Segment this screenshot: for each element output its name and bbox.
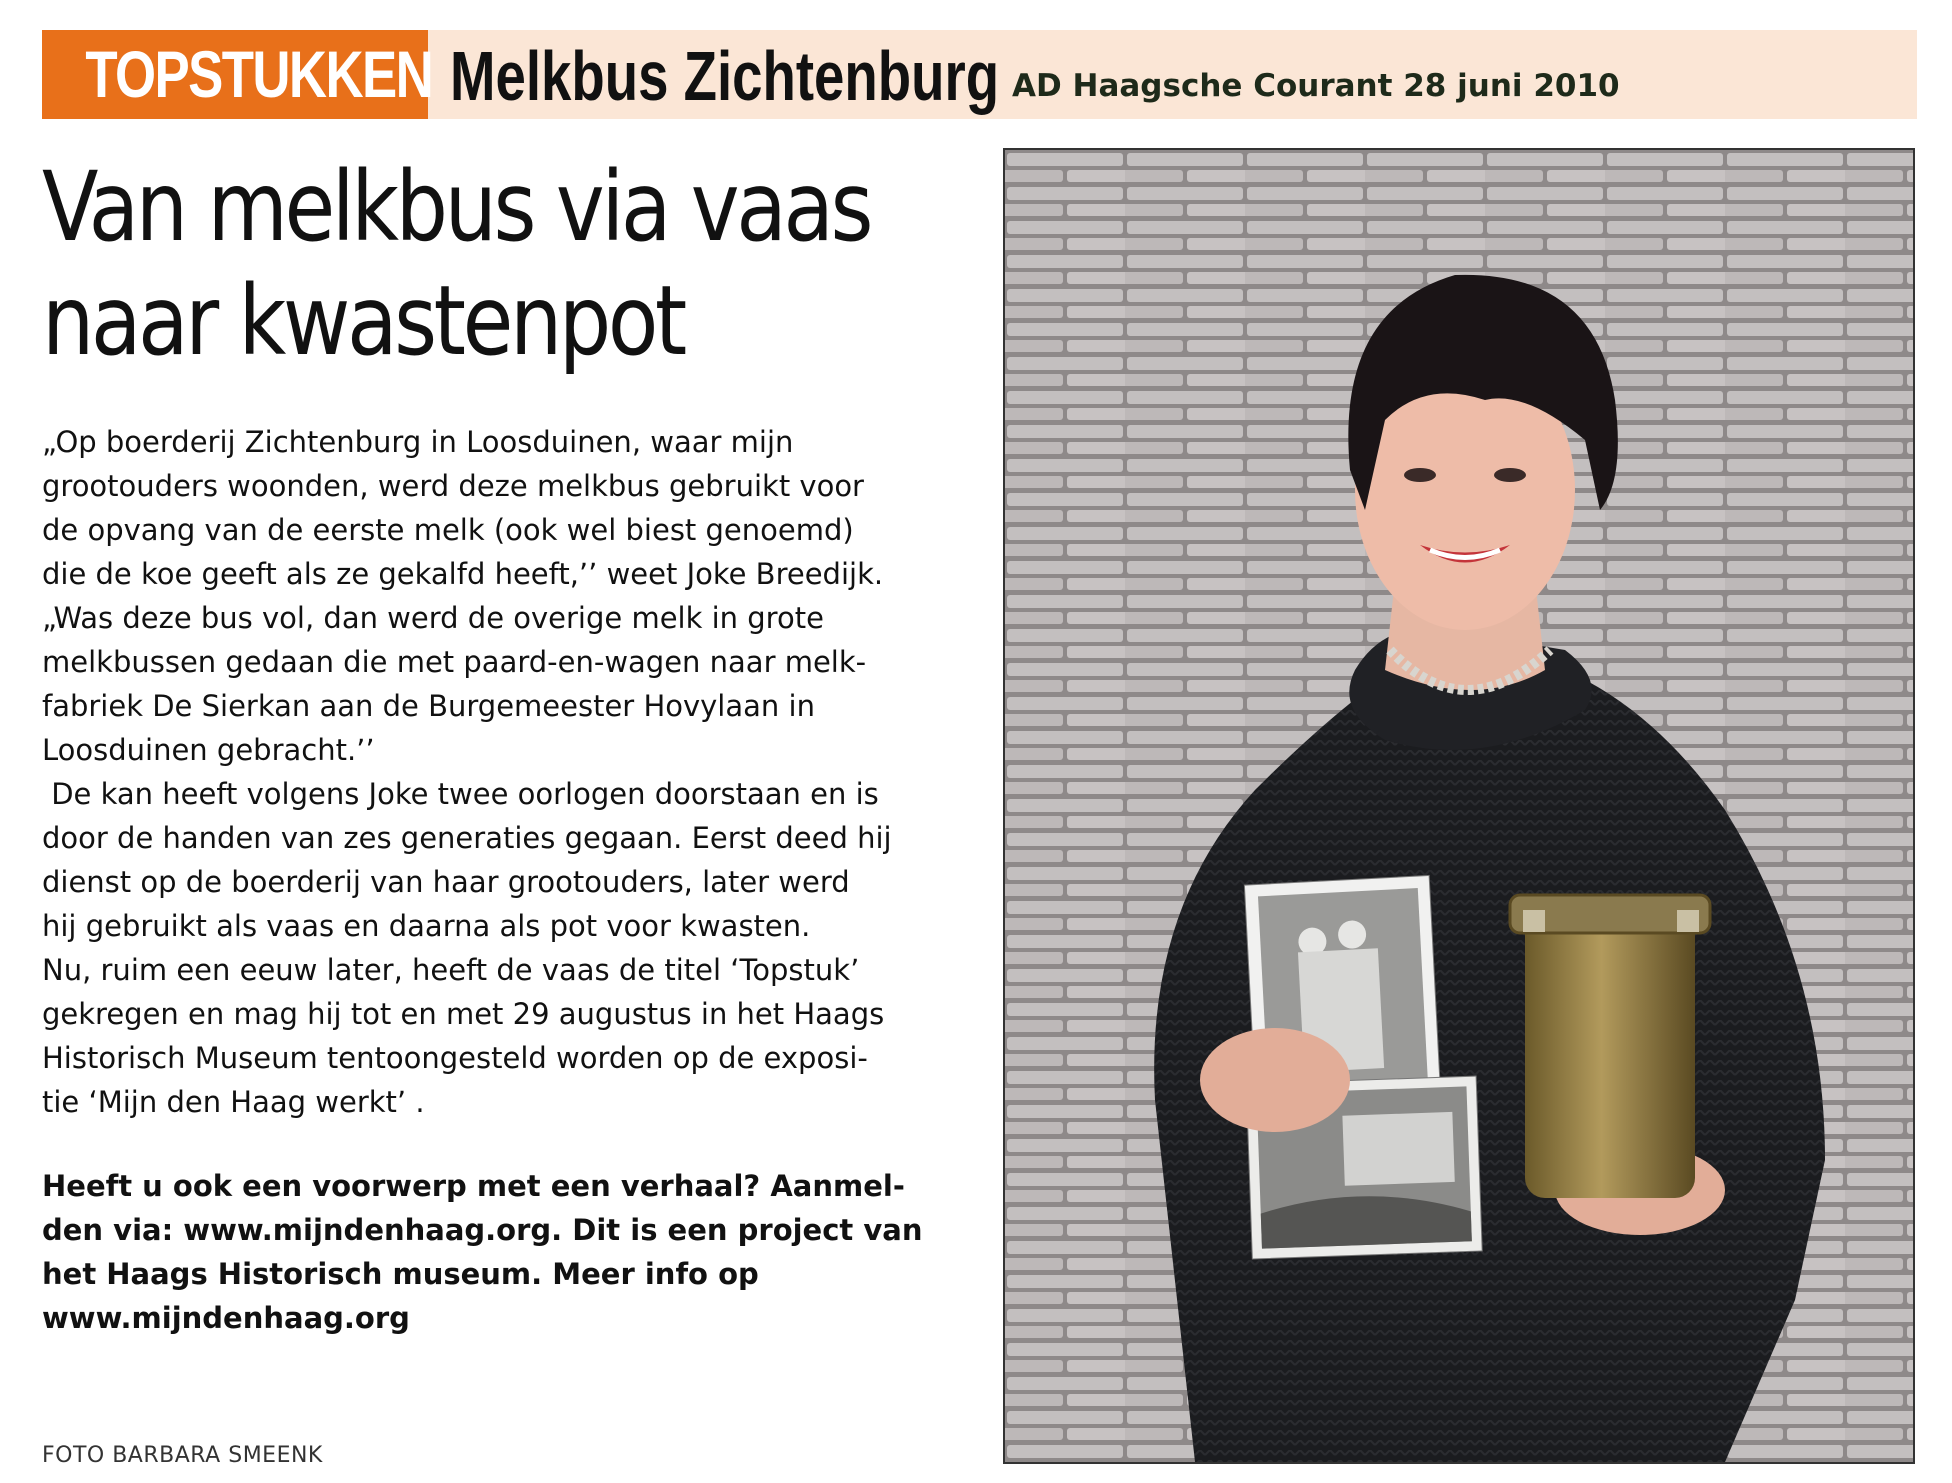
photo-credit: FOTO BARBARA SMEENK [42, 1443, 323, 1468]
body-line: die de koe geeft als ze gekalfd heeft,’’ weet Joke Breedijk. [42, 557, 884, 591]
body-line: Loosduinen gebracht.’’ [42, 733, 375, 767]
body-line: hij gebruikt als vaas en daarna als pot voor kwasten. [42, 909, 811, 943]
body-line: door de handen van zes generaties gegaan. Eerst deed hij [42, 821, 892, 855]
cta-line: www.mijndenhaag.org [42, 1301, 410, 1335]
body-line: melkbussen gedaan die met paard-en-wagen naar melk- [42, 645, 867, 679]
header-bar [42, 30, 1917, 119]
body-line: dienst op de boerderij van haar grootouders, later werd [42, 865, 850, 899]
cta-line: den via: www.mijndenhaag.org. Dit is een project van [42, 1213, 923, 1247]
body-line: grootouders woonden, werd deze melkbus gebruikt voor [42, 469, 864, 503]
article-body [42, 420, 982, 1124]
body-line: „Was deze bus vol, dan werd de overige melk in grote [42, 601, 824, 635]
body-line: „Op boerderij Zichtenburg in Loosduinen, waar mijn [42, 425, 794, 459]
body-line: fabriek De Sierkan aan de Burgemeester Hovylaan in [42, 689, 815, 723]
body-line: Historisch Museum tentoongesteld worden op de exposi- [42, 1041, 868, 1075]
body-line: Nu, ruim een eeuw later, heeft de vaas de titel ‘Topstuk’ [42, 953, 860, 987]
cta-line: het Haags Historisch museum. Meer info op [42, 1257, 759, 1291]
article-headline [42, 150, 992, 378]
body-line: De kan heeft volgens Joke twee oorlogen doorstaan en is [42, 777, 879, 811]
call-to-action [42, 1164, 982, 1340]
headline-line: Van melkbus via vaas [42, 151, 871, 263]
section-title: Melkbus Zichtenburg [450, 37, 1000, 115]
article-photo [1003, 148, 1915, 1464]
body-line: de opvang van de eerste melk (ook wel biest genoemd) [42, 513, 854, 547]
section-kicker: TOPSTUKKEN [42, 30, 428, 119]
publication-source: AD Haagsche Courant 28 juni 2010 [1012, 68, 1620, 104]
body-line: gekregen en mag hij tot en met 29 augustus in het Haags [42, 997, 885, 1031]
photo-illustration [1005, 150, 1913, 1462]
headline-line: naar kwastenpot [42, 265, 684, 377]
body-line: tie ‘Mijn den Haag werkt’ . [42, 1085, 425, 1119]
cta-line: Heeft u ook een voorwerp met een verhaal? Aanmel- [42, 1169, 905, 1203]
